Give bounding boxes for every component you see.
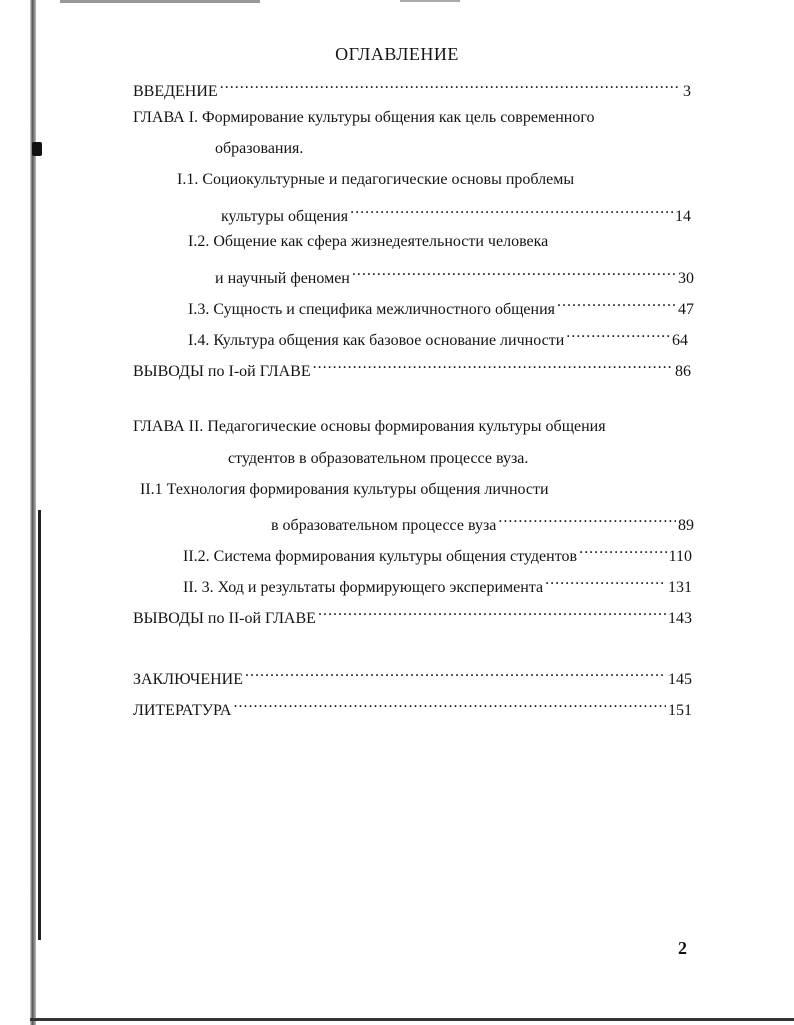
toc-label: I.3. Сущность и специфика межличностного общения bbox=[188, 301, 555, 318]
toc-leader bbox=[566, 325, 670, 345]
toc-page: 64 bbox=[672, 332, 688, 349]
toc-leader bbox=[352, 263, 676, 283]
toc-entry-2-2[interactable] bbox=[183, 541, 692, 567]
chapter1-heading-line1: ГЛАВА I. Формирование культуры общения как цель современного bbox=[133, 109, 595, 126]
toc-entry-1-1-line1: I.1. Социокультурные и педагогические основы проблемы bbox=[177, 171, 575, 188]
scan-mark bbox=[32, 142, 42, 156]
toc-label: I.4. Культура общения как базовое основание личности bbox=[188, 332, 565, 349]
toc-label: ЗАКЛЮЧЕНИЕ bbox=[133, 671, 243, 688]
toc-leader bbox=[579, 541, 667, 561]
toc-leader bbox=[220, 76, 681, 96]
scan-edge-left-inner bbox=[38, 510, 41, 940]
toc-entry-2-3[interactable] bbox=[183, 572, 692, 598]
chapter2-heading-line1: ГЛАВА II. Педагогические основы формирования культуры общения bbox=[133, 418, 606, 435]
toc-leader bbox=[498, 510, 676, 530]
toc-page: 131 bbox=[668, 579, 692, 596]
toc-entry-1-3[interactable] bbox=[188, 294, 694, 320]
toc-page: 151 bbox=[668, 702, 692, 719]
toc-page: 143 bbox=[668, 610, 692, 627]
chapter2-heading-line2: студентов в образовательном процессе вуза. bbox=[228, 450, 529, 467]
toc-title: ОГЛАВЛЕНИЕ bbox=[335, 44, 459, 64]
scan-edge-bottom bbox=[30, 1018, 794, 1021]
toc-leader bbox=[313, 356, 673, 376]
toc-leader bbox=[557, 294, 676, 314]
toc-page: 14 bbox=[675, 208, 691, 225]
toc-label: II.2. Система формирования культуры общения студентов bbox=[183, 548, 578, 565]
toc-page: 110 bbox=[668, 548, 692, 565]
toc-label: ВЫВОДЫ по I-ой ГЛАВЕ bbox=[133, 363, 311, 380]
toc-label: II. 3. Ход и результаты формирующего эксперимента bbox=[183, 579, 544, 596]
toc-page: 145 bbox=[668, 671, 692, 688]
toc-leader bbox=[318, 603, 666, 623]
toc-entry-1-2-line1: I.2. Общение как сфера жизнедеятельности человека bbox=[188, 233, 549, 250]
toc-entry-1-2[interactable] bbox=[215, 263, 694, 289]
toc-leader bbox=[233, 695, 666, 715]
toc-page: 89 bbox=[678, 517, 694, 534]
toc-label: и научный феномен bbox=[215, 270, 350, 287]
toc-label: ВВЕДЕНИЕ bbox=[133, 83, 218, 100]
toc-entry-1-1[interactable] bbox=[221, 201, 691, 227]
toc-entry-2-1-line1: II.1 Технология формирования культуры общения личности bbox=[140, 481, 549, 498]
toc-entry-intro[interactable] bbox=[133, 76, 691, 102]
toc-entry-conclusion[interactable] bbox=[133, 664, 692, 690]
toc-entry-conclusions-1[interactable] bbox=[133, 356, 691, 382]
toc-leader bbox=[245, 664, 666, 684]
page-number: 2 bbox=[678, 938, 687, 958]
toc-page: 30 bbox=[678, 270, 694, 287]
toc-page: 86 bbox=[675, 363, 691, 380]
toc-leader bbox=[350, 201, 673, 221]
toc-entry-2-1[interactable] bbox=[271, 510, 694, 536]
chapter1-heading-line2: образования. bbox=[215, 140, 304, 157]
toc-label: ЛИТЕРАТУРА bbox=[133, 702, 232, 719]
toc-entry-literature[interactable] bbox=[133, 695, 692, 721]
toc-page: 3 bbox=[683, 83, 691, 100]
toc-label: культуры общения bbox=[221, 208, 349, 225]
toc-label: в образовательном процессе вуза bbox=[271, 517, 497, 534]
toc-page: 47 bbox=[678, 301, 694, 318]
toc-leader bbox=[545, 572, 666, 592]
scan-edge-top-2 bbox=[400, 0, 460, 2]
toc-entry-1-4[interactable] bbox=[188, 325, 688, 351]
toc-label: ВЫВОДЫ по II-ой ГЛАВЕ bbox=[133, 610, 316, 627]
scan-edge-top bbox=[60, 0, 260, 3]
toc-entry-conclusions-2[interactable] bbox=[133, 603, 692, 629]
